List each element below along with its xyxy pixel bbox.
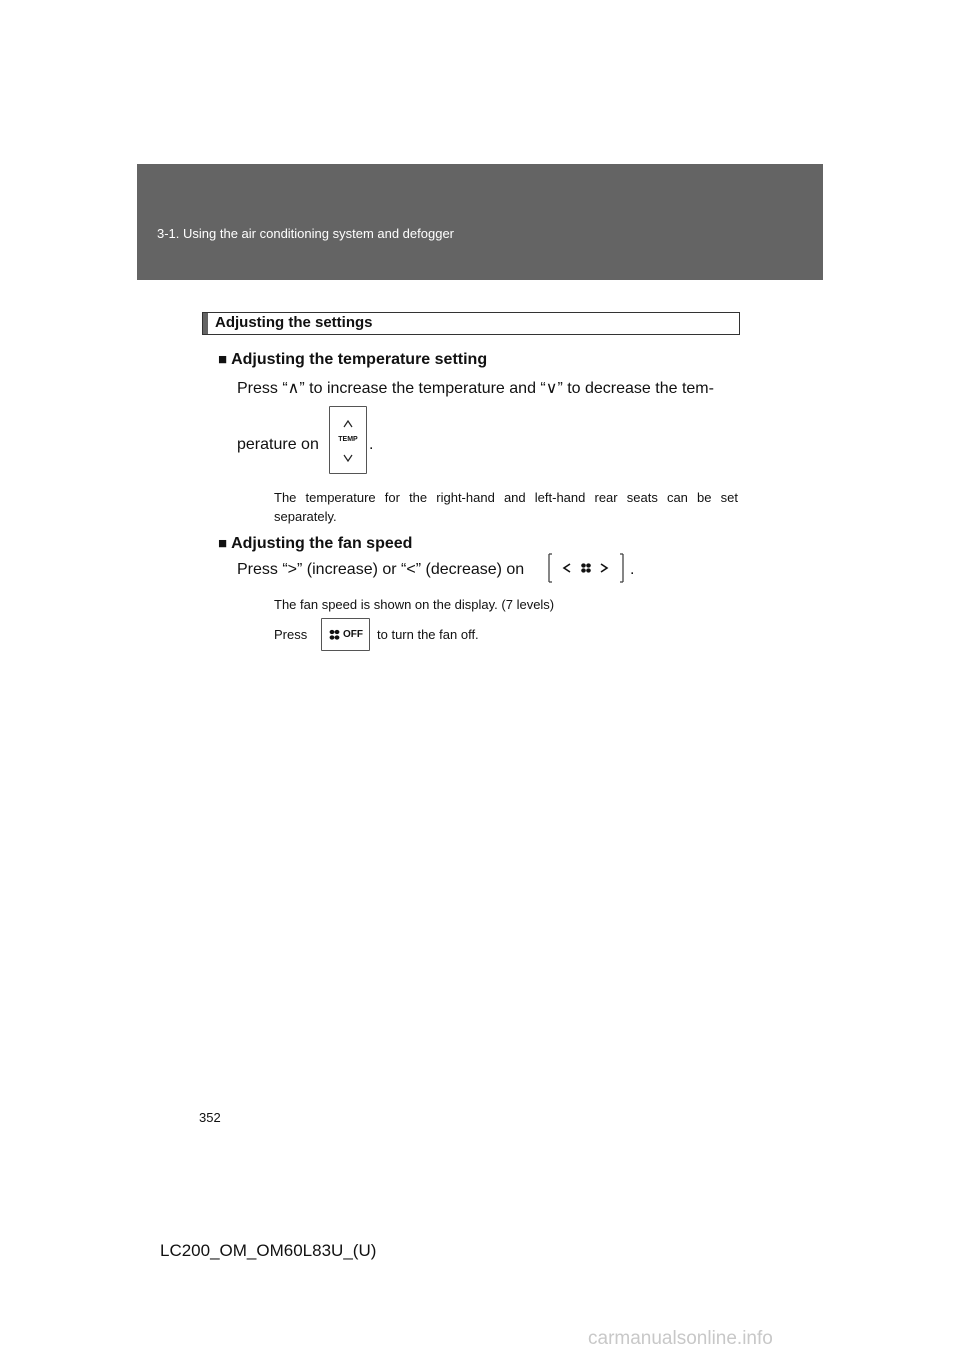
temperature-period: . bbox=[369, 436, 374, 453]
fan-off-label: OFF bbox=[343, 629, 363, 640]
fan-note-levels: The fan speed is shown on the display. (7 levels) bbox=[274, 597, 555, 612]
fan-heading: ■ Adjusting the fan speed bbox=[218, 535, 413, 552]
fan-off-button-icon bbox=[321, 618, 370, 651]
chapter-section-title: 3-1. Using the air conditioning system and defogger bbox=[157, 226, 455, 241]
page-number: 352 bbox=[199, 1110, 221, 1125]
bullet-square-icon: ■ bbox=[218, 351, 228, 368]
temp-button-label: TEMP bbox=[338, 436, 358, 443]
temperature-note: The temperature for the right-hand and left-hand rear seats can be set separately. bbox=[274, 490, 738, 524]
fan-speed-button-icon bbox=[548, 552, 624, 584]
fan-speed-arrows-icon bbox=[548, 552, 624, 584]
section-accent bbox=[203, 313, 208, 334]
temperature-instruction-cont: perature on bbox=[237, 436, 319, 453]
fan-note-off-suffix: to turn the fan off. bbox=[377, 627, 479, 642]
fan-note-off-prefix: Press bbox=[274, 627, 308, 642]
section-title: Adjusting the settings bbox=[215, 314, 373, 331]
section-title-bar bbox=[202, 312, 740, 335]
temperature-instruction: Press “∧” to increase the temperature and “∨” to decrease the tem- bbox=[237, 380, 714, 397]
temperature-heading: ■ Adjusting the temperature setting bbox=[218, 351, 488, 368]
chapter-header bbox=[137, 164, 823, 280]
fan-period: . bbox=[630, 561, 635, 578]
fan-instruction: Press “>” (increase) or “<” (decrease) on bbox=[237, 561, 525, 578]
temp-button-icon bbox=[329, 406, 367, 474]
watermark: carmanualsonline.info bbox=[588, 1328, 773, 1349]
bullet-square-icon: ■ bbox=[218, 535, 228, 552]
manual-code: LC200_OM_OM60L83U_(U) bbox=[160, 1241, 377, 1260]
fan-icon bbox=[328, 629, 342, 641]
